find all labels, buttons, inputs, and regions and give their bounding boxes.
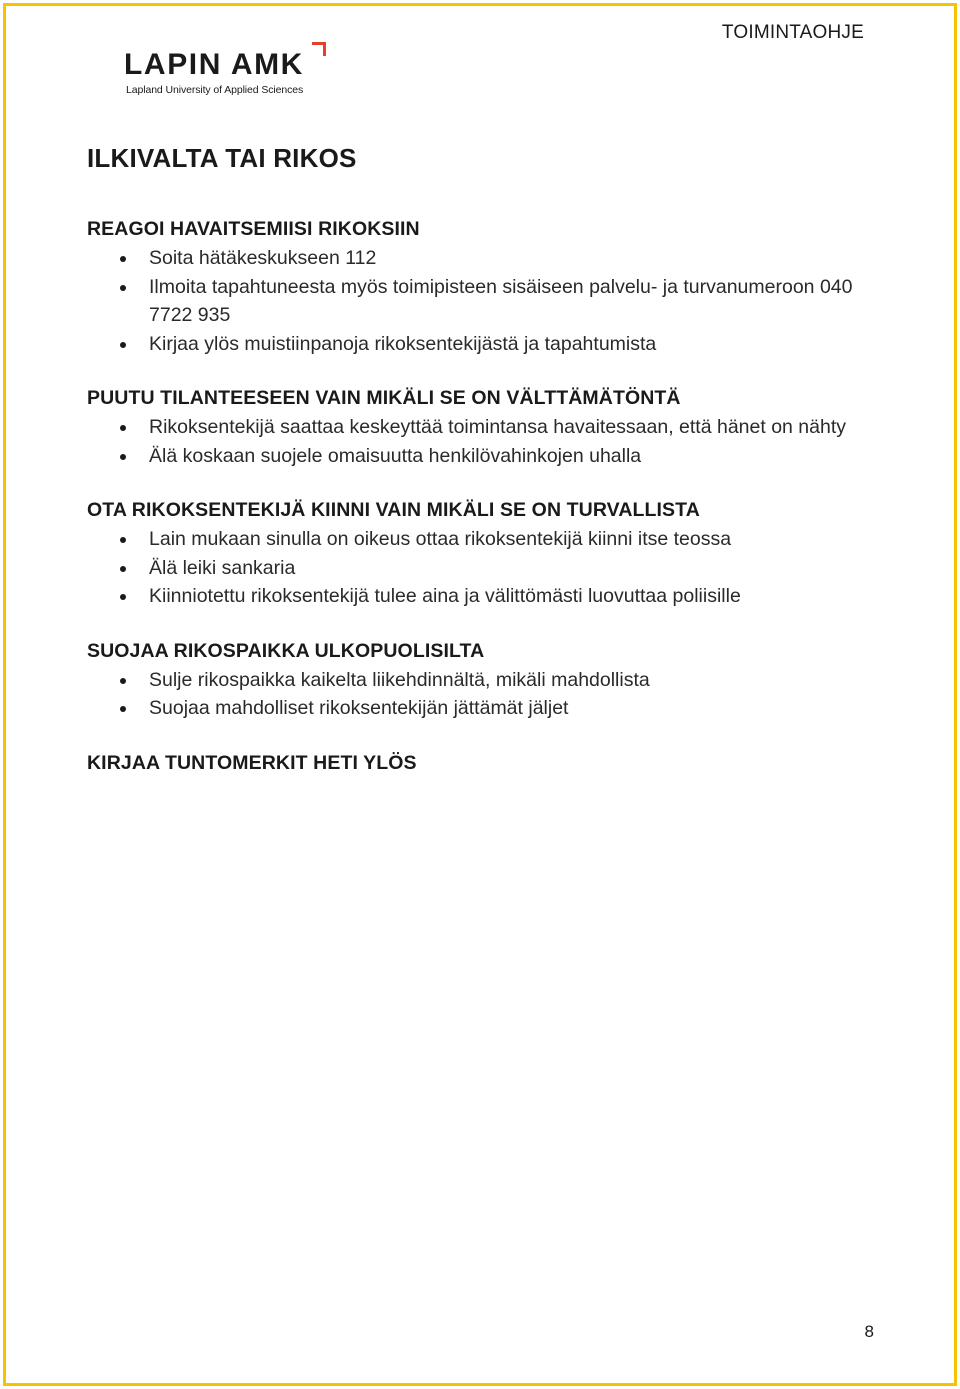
section-protect-scene <box>87 636 877 723</box>
list-item: Lain mukaan sinulla on oikeus ottaa rikoksentekijä kiinni itse teossa <box>149 525 877 554</box>
list-item: Soita hätäkeskukseen 112 <box>149 244 877 273</box>
lapin-amk-logo <box>124 38 334 98</box>
section-heading: PUUTU TILANTEESEEN VAIN MIKÄLI SE ON VÄLTTÄMÄTÖNTÄ <box>87 387 681 409</box>
document-title: ILKIVALTA TAI RIKOS <box>87 143 357 173</box>
section-record-description <box>87 748 877 778</box>
list-item: Ilmoita tapahtuneesta myös toimipisteen sisäiseen palvelu- ja turvanumeroon 040 7722 935 <box>149 273 877 330</box>
list-item: Älä koskaan suojele omaisuutta henkilövahinkojen uhalla <box>149 442 877 471</box>
bullet-list <box>87 413 877 470</box>
section-intervene <box>87 383 877 470</box>
section-heading: SUOJAA RIKOSPAIKKA ULKOPUOLISILTA <box>87 639 485 662</box>
document-body <box>87 140 877 778</box>
section-heading: REAGOI HAVAITSEMIISI RIKOKSIIN <box>87 218 420 240</box>
list-item: Suojaa mahdolliset rikoksentekijän jättämät jäljet <box>149 694 877 723</box>
bullet-list <box>87 244 877 358</box>
document-type-label: TOIMINTAOHJE <box>721 22 864 43</box>
section-react <box>87 214 877 358</box>
logo-name: LAPIN AMK <box>124 48 304 81</box>
bullet-list <box>87 525 877 611</box>
list-item: Sulje rikospaikka kaikelta liikehdinnältä, mikäli mahdollista <box>149 666 877 695</box>
list-item: Älä leiki sankaria <box>149 554 877 583</box>
logo-subtitle: Lapland University of Applied Sciences <box>126 84 304 96</box>
page-number: 8 <box>864 1322 874 1341</box>
section-heading: OTA RIKOKSENTEKIJÄ KIINNI VAIN MIKÄLI SE ON TURVALLISTA <box>87 499 700 521</box>
list-item: Kirjaa ylös muistiinpanoja rikoksentekijästä ja tapahtumista <box>149 330 877 359</box>
list-item: Kiinniotettu rikoksentekijä tulee aina ja välittömästi luovuttaa poliisille <box>149 582 877 611</box>
bullet-list <box>87 666 877 723</box>
logo-corner-mark-icon <box>312 42 326 56</box>
list-item: Rikoksentekijä saattaa keskeyttää toimintansa havaitessaan, että hänet on nähty <box>149 413 877 442</box>
section-apprehend <box>87 495 877 611</box>
section-heading: KIRJAA TUNTOMERKIT HETI YLÖS <box>87 751 417 774</box>
